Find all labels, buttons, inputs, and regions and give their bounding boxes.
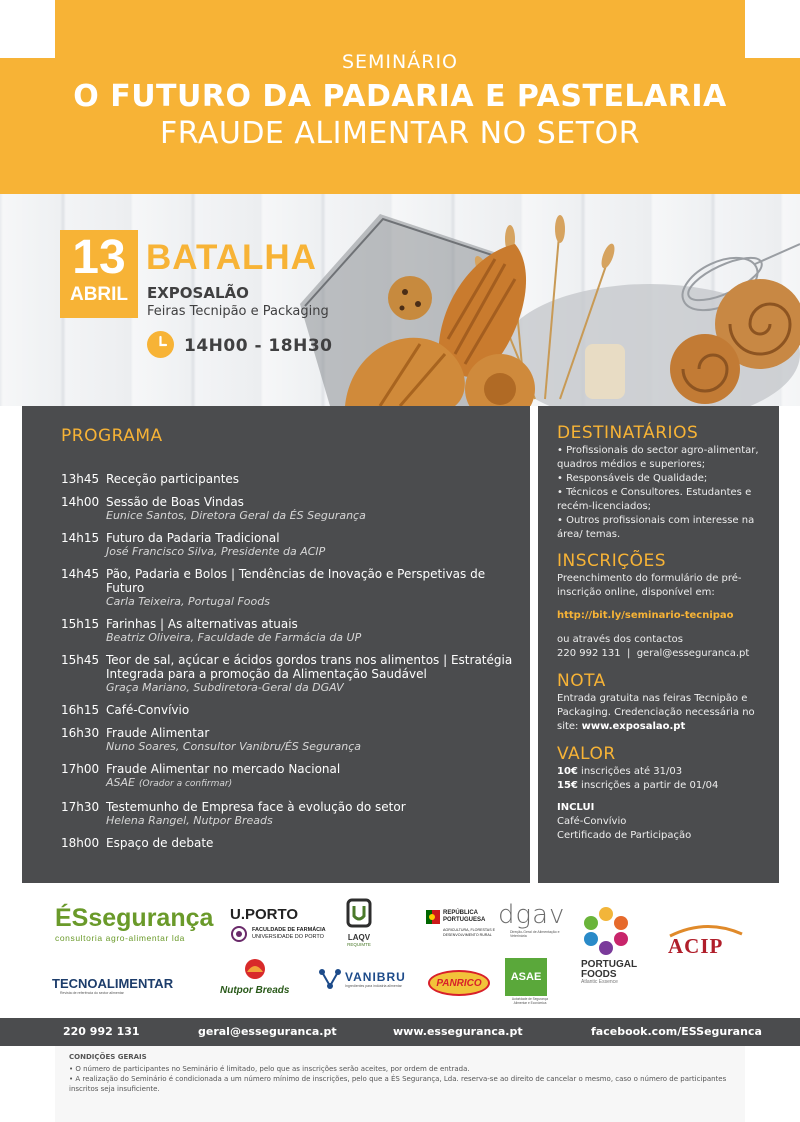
laqv-logo [346,898,372,947]
agenda-body [106,800,521,827]
portugal-foods-logo [581,906,637,985]
inscricoes-contacts: 220 992 131 | geral@esseguranca.pt [557,648,750,659]
valor-heading: VALOR [557,744,616,764]
event-day: 13 [72,231,126,284]
agenda-item [61,800,521,827]
agenda-body [106,495,521,522]
agenda-title: Testemunho de Empresa face à evolução do setor [106,800,406,814]
nota-body: Entrada gratuita nas feiras Tecnipão e Packaging. Credenciação necessária no site: [557,693,755,732]
agenda-speaker [106,509,521,522]
agenda-title: Fraude Alimentar no mercado Nacional [106,762,341,776]
agenda-item [61,836,521,850]
agenda-time: 16h15 [61,703,100,717]
program-heading: PROGRAMA [61,426,163,446]
agenda-title: Fraude Alimentar [106,726,210,740]
agenda-item [61,653,521,694]
inclui-item: Certificado de Participação [557,830,692,841]
seminar-title: O FUTURO DA PADARIA E PASTELARIA [73,79,727,114]
destinatarios-item: • Técnicos e Consultores. Estudantes e recém-licenciados; [557,487,752,512]
republica-line-1: REPÚBLICA [443,910,479,916]
valor-line-1 [557,765,762,779]
agenda-speaker-name: Graça Mariano, Subdiretora-Geral da DGAV [106,681,344,694]
portugal-foods-line-2: FOODS [581,969,617,980]
portugal-flag-icon [426,910,440,924]
valor-line-2 [557,779,762,793]
agenda-item [61,726,521,753]
header-banner [0,51,800,194]
agenda-body [106,617,521,644]
date-badge [60,230,138,318]
vanibru-wordmark: VANIBRU [345,970,406,984]
agenda-time: 17h30 [61,800,100,814]
nota-site-link[interactable]: www.exposalao.pt [581,721,686,732]
uporto-faculty-name: FACULDADE DE FARMÁCIA [252,927,326,933]
footer-email[interactable]: geral@esseguranca.pt [198,1025,337,1038]
acip-swoosh-icon [668,922,744,942]
tecnoalimentar-tagline: Revista de referência do sector alimentar [60,991,124,995]
nutpor-symbol-icon [242,958,268,980]
agenda-title: Sessão de Boas Vindas [106,495,244,509]
republica-line-2: PORTUGUESA [443,917,486,923]
contact-bar [0,1018,800,1046]
panrico-logo [428,970,490,996]
vanibru-tagline: Ingredientes para indústria alimentar [345,984,402,988]
es-seguranca-wordmark: ÉSsegurança [55,904,214,932]
agenda-speaker-note: (Orador a confirmar) [138,779,233,789]
agenda-item [61,495,521,522]
agenda-body [106,726,521,753]
general-condition-item: • O número de participantes no Seminário é limitado, pelo que as inscrições serão aceites, por ordem de entrada. [69,1065,470,1073]
agenda-speaker [106,631,521,644]
price-early-text: inscrições até 31/03 [577,766,683,777]
info-panel [538,406,779,883]
es-seguranca-tagline: consultoria agro-alimentar lda [55,933,185,943]
seminar-subtitle: FRAUDE ALIMENTAR NO SETOR [159,116,641,151]
acip-logo [668,930,723,959]
vanibru-symbol-icon [318,968,342,990]
panrico-wordmark: PANRICO [436,977,482,989]
agenda-speaker [106,814,521,827]
agenda-time: 15h45 [61,653,100,667]
destinatarios-item: • Profissionais do sector agro-alimentar, quadros médios e superiores; [557,445,759,470]
nota-text [557,692,762,734]
agenda-title: Farinhas | As alternativas atuais [106,617,298,631]
portugal-foods-line-1: PORTUGAL [581,959,638,970]
event-city: BATALHA [146,238,317,277]
agenda-list [61,472,521,859]
agenda-title: Futuro da Padaria Tradicional [106,531,280,545]
inscricoes-text: Preenchimento do formulário de pré-inscrição online, disponível em: [557,573,742,598]
agenda-title: Espaço de debate [106,836,214,850]
agenda-body [106,653,521,694]
agenda-title: Pão, Padaria e Bolos | Tendências de Inovação e Perspetivas de Futuro [106,567,486,595]
agenda-body [106,762,521,791]
event-time: 14H00 - 18H30 [184,336,333,356]
agenda-speaker [106,595,521,608]
inclui-label [557,801,762,815]
portugal-foods-symbol-icon [581,906,631,956]
asae-logo [505,958,555,1005]
agenda-body [106,531,521,558]
agenda-item [61,472,521,486]
price-late-text: inscrições a partir de 01/04 [577,780,719,791]
uporto-wordmark: U.PORTO [230,906,299,923]
agenda-body [106,567,521,608]
general-conditions [55,1046,745,1122]
nutpor-breads-logo [220,958,289,996]
portugal-foods-tagline: Atlantic Essence [581,979,618,985]
dgav-wordmark: dgav [498,900,566,930]
inscricoes-heading: INSCRIÇÕES [557,551,667,571]
agenda-speaker [106,545,521,558]
inscricoes-link[interactable]: http://bit.ly/seminario-tecnipao [557,610,734,621]
agenda-time: 18h00 [61,836,100,850]
general-condition-item: • A realização do Seminário é condicionada a um número mínimo de inscrições, pelo que a ÉS Segurança, Lda. reserva-se ao direito de cancelar o mesmo, caso o número de participantes inscritos seja insuficiente. [69,1075,727,1093]
nutpor-wordmark: Nutpor Breads [220,985,290,996]
destinatarios-item: • Responsáveis de Qualidade; [557,473,708,484]
tecnoalimentar-wordmark: TECNOALIMENTAR [52,976,174,991]
vanibru-logo [318,968,406,990]
agenda-time: 17h00 [61,762,100,776]
agenda-time: 14h00 [61,495,100,509]
laqv-symbol-icon [346,898,372,928]
event-venue-subtitle: Feiras Tecnipão e Packaging [147,304,329,319]
agenda-item [61,531,521,558]
seminar-kicker: SEMINÁRIO [341,51,459,73]
agenda-speaker [106,776,521,791]
agenda-speaker-name: Nuno Soares, Consultor Vanibru/ÉS Segurança [106,740,361,753]
asae-wordmark: ASAE [510,971,542,983]
destinatarios-item: • Outros profissionais com interesse na área/ temas. [557,515,755,540]
tecnoalimentar-logo [52,976,173,995]
agenda-speaker [106,681,521,694]
agenda-speaker-name: ASAE [106,776,135,789]
agenda-speaker-name: Beatriz Oliveira, Faculdade de Farmácia da UP [106,631,362,644]
agenda-speaker-name: Eunice Santos, Diretora Geral da ÉS Segurança [106,509,366,522]
uporto-university-name: UNIVERSIDADE DO PORTO [252,934,324,940]
agenda-speaker-name: José Francisco Silva, Presidente da ACIP [106,545,326,558]
footer-phone[interactable]: 220 992 131 [63,1025,140,1038]
general-conditions-heading: CONDIÇÕES GERAIS [69,1053,147,1061]
agenda-time: 15h15 [61,617,100,631]
agenda-speaker-name: Carla Teixeira, Portugal Foods [106,595,270,608]
uporto-faculty [230,925,326,943]
agenda-time: 13h45 [61,472,100,486]
panrico-badge [428,970,490,996]
agenda-time: 14h45 [61,567,100,581]
dgav-logo [498,900,575,938]
acip-wordmark: ACIP [668,934,724,958]
inclui-label-text: INCLUI [557,802,595,813]
agenda-item [61,703,521,717]
destinatarios-list [557,444,762,542]
agenda-speaker [106,740,521,753]
agenda-title: Café-Convívio [106,703,190,717]
agenda-body [106,472,521,486]
inclui-item: Café-Convívio [557,816,627,827]
laqv-subtitle: REQUIMTE [347,942,371,947]
destinatarios-heading: DESTINATÁRIOS [557,423,699,443]
clock-icon [147,331,174,358]
agenda-title: Receção participantes [106,472,240,486]
agenda-title: Teor de sal, açúcar e ácidos gordos trans nos alimentos | Estratégia Integrada para a promoção da Alimentação Saudável [106,653,513,681]
event-venue: EXPOSALÃO [147,284,249,302]
agenda-time: 16h30 [61,726,100,740]
es-seguranca-logo [55,904,213,943]
asae-badge [505,958,547,996]
agenda-item [61,617,521,644]
event-month: ABRIL [69,284,129,305]
sponsor-logos [0,890,800,1015]
program-panel [22,406,530,883]
uporto-logo [230,906,326,943]
republica-ministry: AGRICULTURA, FLORESTAS E DESENVOLVIMENTO RURAL [443,928,495,937]
inscricoes-contacts-label: ou através dos contactos [557,634,683,645]
agenda-item [61,567,521,608]
dgav-subtitle: Direção-Geral de Alimentação e Veterinária [510,930,560,938]
agenda-item [61,762,521,791]
agenda-speaker-name: Helena Rangel, Nutpor Breads [106,814,273,827]
price-early: 10€ [557,766,578,777]
nota-heading: NOTA [557,671,606,691]
asae-tagline: Autoridade de Segurança Alimentar e Económica [511,997,549,1005]
footer-website[interactable]: www.esseguranca.pt [393,1025,523,1038]
footer-facebook[interactable]: facebook.com/ESSeguranca [591,1025,762,1038]
agenda-time: 14h15 [61,531,100,545]
price-late: 15€ [557,780,578,791]
uporto-symbol-icon [230,925,248,943]
agenda-body [106,836,521,850]
laqv-wordmark: LAQV [347,933,371,942]
agenda-body [106,703,521,717]
